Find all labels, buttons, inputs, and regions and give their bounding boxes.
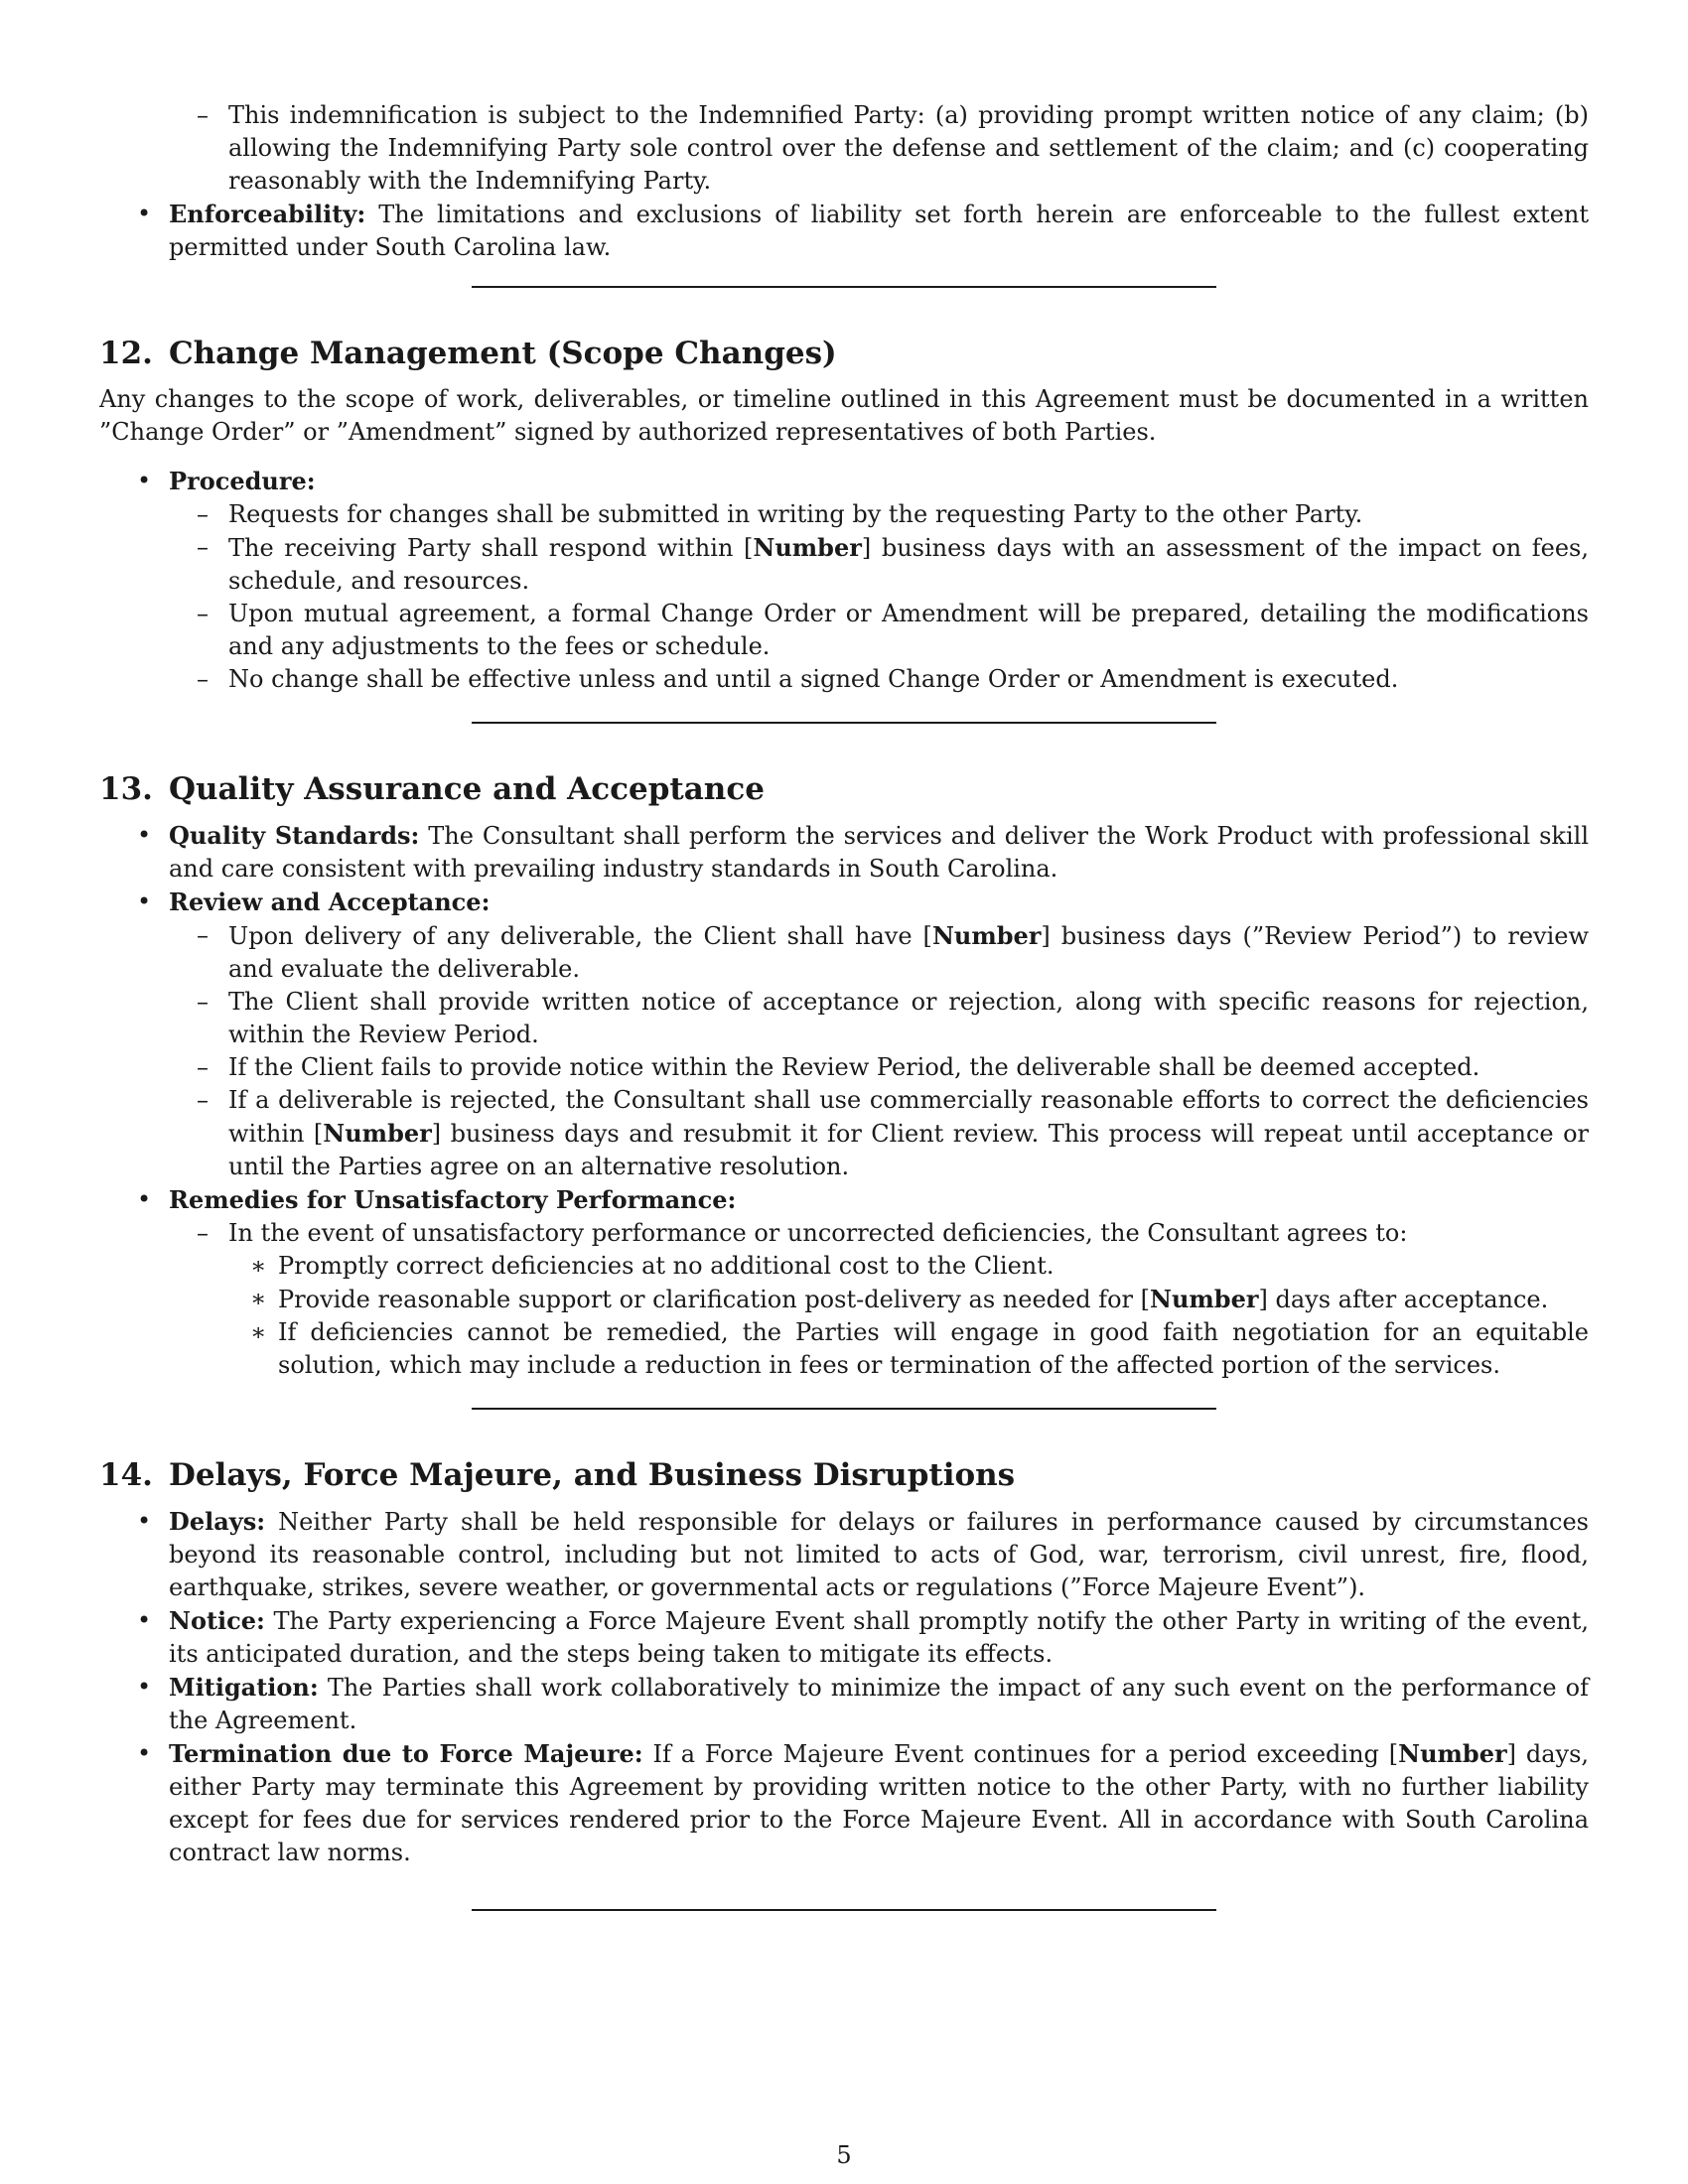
delays-term: Delays: [169,1507,266,1536]
section-12-heading [99,334,1589,373]
remedies-intro-text: In the event of unsatisfactory performance or uncorrected deficiencies, the Consultant agrees to: [228,1219,1408,1247]
review-item-text: ] business days and resubmit it for Client review. This process will repeat until acceptance or until the Parties agree on an alternative resolution. [228,1120,1589,1180]
list-item [169,1217,1589,1382]
review-item-text: If the Client fails to provide notice within the Review Period, the deliverable shall be deemed accepted. [228,1053,1480,1081]
dash-marker: – [197,988,209,1016]
indemnification-conditions-text: This indemnification is subject to the Indemnified Party: (a) providing prompt written notice of any claim; (b) allowing the Indemnifying Party sole control over the defense and settlement of the claim; and (c) cooperating reasonably with the Indemnifying Party. [228,101,1589,195]
star-marker: ∗ [250,1318,267,1346]
list-item [99,465,1589,696]
star-marker: ∗ [250,1285,267,1312]
list-item [228,1283,1589,1316]
dash-marker: – [197,1086,209,1114]
dash-marker: – [197,921,209,949]
list-item [169,663,1589,696]
procedure-sublist [169,498,1589,696]
remedy-option-text: Promptly correct deficiencies at no additional cost to the Client. [278,1252,1055,1280]
dash-marker: – [197,101,209,129]
dash-marker: – [197,1219,209,1247]
delays-text: Neither Party shall be held responsible for delays or failures in performance caused by circumstances beyond its reasonable control, including but not limited to acts of God, war, terrorism, civil unrest, fire, flood, earthquake, strikes, severe weather, or governmental acts or regulations (”Force Majeure Event”). [169,1508,1589,1601]
section-number: 13. [99,771,153,807]
list-item [99,1737,1589,1869]
document-page [99,99,1589,1911]
remedy-option-text: Provide reasonable support or clarification post-delivery as needed for [ [278,1286,1151,1313]
list-item [99,1604,1589,1671]
page-number: 5 [836,2141,852,2169]
bullet-marker: • [137,887,152,915]
list-item [169,1051,1589,1084]
list-item [169,919,1589,986]
procedure-item-text: ] business days with an assessment of the impact on fees, schedule, and resources. [228,534,1590,595]
procedure-item-text: No change shall be effective unless and until a signed Change Order or Amendment is executed. [228,665,1399,693]
review-item-text: If a deliverable is rejected, the Consultant shall use commercially reasonable efforts to correct the deficiencies within [ [228,1086,1589,1148]
list-item [99,1183,1589,1382]
section-title: Delays, Force Majeure, and Business Disruptions [168,1457,1016,1493]
bullet-marker: • [137,1739,152,1767]
section-12-list [99,465,1589,696]
remedies-options-list [228,1250,1589,1382]
review-acceptance-term: Review and Acceptance: [169,887,491,916]
section-title: Change Management (Scope Changes) [168,336,837,371]
enforceability-term: Enforceability: [169,200,366,228]
remedy-option-text: ] days after acceptance. [1258,1286,1549,1313]
star-marker: ∗ [250,1252,267,1280]
mitigation-term: Mitigation: [169,1673,319,1702]
section-14-heading [99,1455,1589,1495]
review-item-text: The Client shall provide written notice of acceptance or rejection, along with specific reasons for rejection, within the Review Period. [228,988,1589,1048]
list-item [99,1671,1589,1737]
carryover-list [99,99,1589,264]
termination-term: Termination due to Force Majeure: [169,1739,643,1768]
section-title: Quality Assurance and Acceptance [168,771,765,807]
number-placeholder: Number [931,921,1042,950]
termination-text: ] days, either Party may terminate this Agreement by providing written notice to the other Party, with no further liability except for fees due for services rendered prior to the Force Majeure Event. All in accordance with South Carolina contract law norms. [169,1740,1590,1866]
enforceability-text: The limitations and exclusions of liability set forth herein are enforceable to the fullest extent permitted under South Carolina law. [169,201,1589,261]
section-divider [472,286,1216,288]
list-item [99,198,1589,264]
list-item [169,986,1589,1051]
notice-text: The Party experiencing a Force Majeure Event shall promptly notify the other Party in writing of the event, its anticipated duration, and the steps being taken to mitigate its effects. [169,1607,1589,1668]
section-divider [472,1408,1216,1410]
list-item [169,99,1589,198]
list-item [169,1084,1589,1183]
section-13-heading [99,769,1589,809]
number-placeholder: Number [323,1119,432,1148]
section-14-list [99,1505,1589,1869]
bullet-marker: • [137,1673,152,1701]
indemnification-sublist [169,99,1589,198]
mitigation-text: The Parties shall work collaboratively to minimize the impact of any such event on the performance of the Agreement. [169,1674,1589,1734]
review-item-text: Upon delivery of any deliverable, the Client shall have [ [228,922,932,950]
procedure-term: Procedure: [169,467,316,495]
dash-marker: – [197,600,209,627]
dash-marker: – [197,1053,209,1081]
bullet-marker: • [137,1606,152,1634]
review-sublist [169,919,1589,1183]
dash-marker: – [197,665,209,693]
quality-standards-term: Quality Standards: [169,821,420,850]
bullet-marker: • [137,821,152,849]
section-12-intro: Any changes to the scope of work, deliverables, or timeline outlined in this Agreement must be documented in a written ”Change Order” or ”Amendment” signed by authorized representatives of both Parties. [99,385,1589,446]
section-number: 12. [99,336,153,371]
list-item [169,598,1589,663]
bullet-marker: • [137,1185,152,1213]
number-placeholder: Number [1150,1285,1259,1313]
section-divider [472,1909,1216,1911]
procedure-item-text: Upon mutual agreement, a formal Change Order or Amendment will be prepared, detailing the modifications and any adjustments to the fees or schedule. [228,600,1589,660]
section-number: 14. [99,1457,153,1493]
list-item [228,1316,1589,1382]
number-placeholder: Number [1398,1739,1507,1768]
termination-text: If a Force Majeure Event continues for a period exceeding [ [642,1740,1399,1768]
list-item [169,531,1589,598]
section-13-list [99,819,1589,1382]
review-item-text: ] business days (”Review Period”) to review and evaluate the deliverable. [228,922,1589,983]
list-item [228,1250,1589,1283]
list-item [99,886,1589,1183]
section-divider [472,722,1216,724]
remedies-term: Remedies for Unsatisfactory Performance: [169,1185,737,1214]
bullet-marker: • [137,1507,152,1535]
quality-standards-text: The Consultant shall perform the services and deliver the Work Product with professional skill and care consistent with prevailing industry standards in South Carolina. [169,822,1590,883]
list-item [99,99,1589,198]
remedies-sublist [169,1217,1589,1382]
number-placeholder: Number [753,533,862,562]
notice-term: Notice: [169,1606,265,1635]
dash-marker: – [197,500,209,528]
bullet-marker: • [137,200,152,227]
list-item [99,819,1589,886]
dash-marker: – [197,533,209,561]
bullet-marker: • [137,467,152,494]
procedure-item-text: The receiving Party shall respond within [ [228,534,754,562]
procedure-item-text: Requests for changes shall be submitted in writing by the requesting Party to the other Party. [228,500,1363,528]
list-item [169,498,1589,531]
remedy-option-text: If deficiencies cannot be remedied, the Parties will engage in good faith negotiation for an equitable solution, which may include a reduction in fees or termination of the affected portion of the services. [278,1318,1589,1379]
list-item [99,1505,1589,1604]
